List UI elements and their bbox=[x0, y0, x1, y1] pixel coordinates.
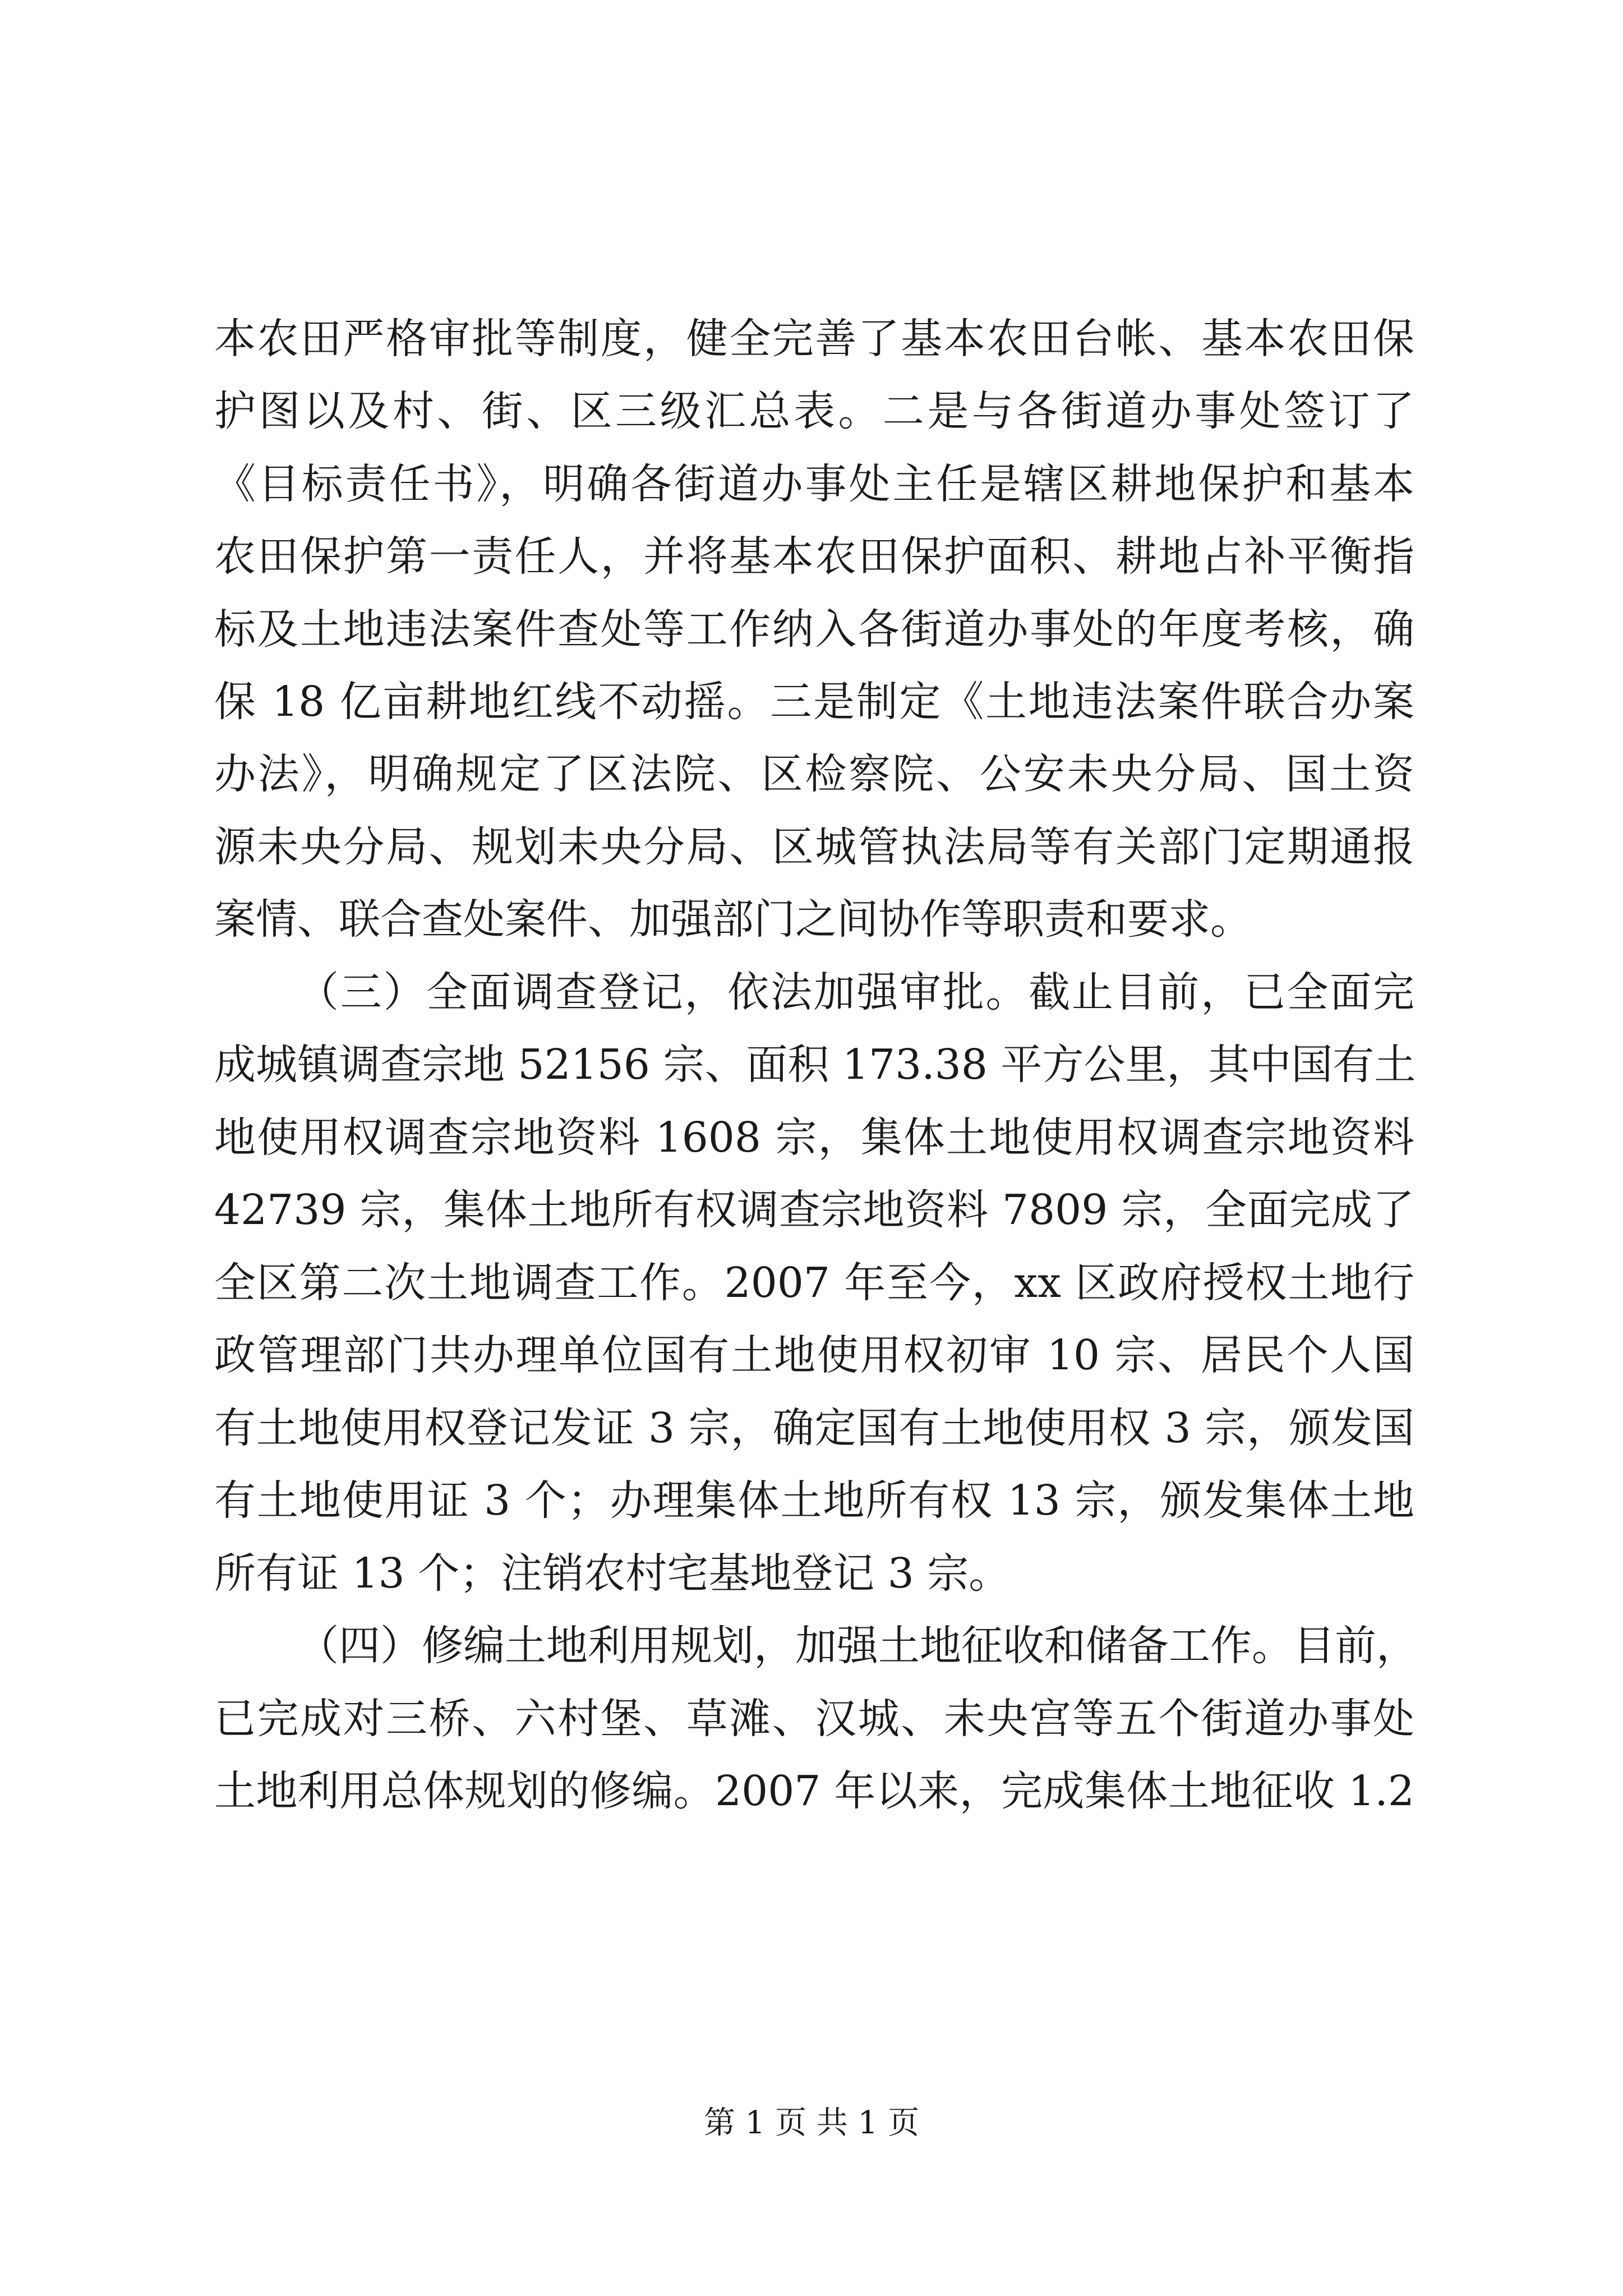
section-four-heading-line: （四）修编土地利用规划，加强土地征收和储备工作。目前， bbox=[297, 1622, 1418, 1670]
page-number-footer: 第 1 页 共 1 页 bbox=[703, 2105, 920, 2141]
body-line-14: 全区第二次土地调查工作。2007 年至今，xx 区政府授权土地行 bbox=[214, 1259, 1414, 1307]
body-line-9: 案情、联合查处案件、加强部门之间协作等职责和要求。 bbox=[214, 895, 1252, 944]
body-line-3: 《目标责任书》，明确各街道办事处主任是辖区耕地保护和基本 bbox=[214, 460, 1414, 508]
body-line-6: 保 18 亿亩耕地红线不动摇。三是制定《土地违法案件联合办案 bbox=[214, 678, 1414, 726]
body-line-17: 有土地使用证 3 个；办理集体土地所有权 13 宗，颁发集体土地 bbox=[214, 1476, 1414, 1525]
body-line-20: 已完成对三桥、六村堡、草滩、汉城、未央宫等五个街道办事处 bbox=[214, 1695, 1414, 1743]
body-line-13: 42739 宗，集体土地所有权调查宗地资料 7809 宗，全面完成了 bbox=[214, 1186, 1414, 1234]
section-three-heading-line: （三）全面调查登记，依法加强审批。截止目前，已全面完 bbox=[297, 968, 1414, 1016]
body-line-11: 成城镇调查宗地 52156 宗、面积 173.38 平方公里，其中国有土 bbox=[214, 1041, 1416, 1089]
body-line-7: 办法》，明确规定了区法院、区检察院、公安未央分局、国土资 bbox=[214, 750, 1414, 798]
body-line-1: 本农田严格审批等制度，健全完善了基本农田台帐、基本农田保 bbox=[214, 315, 1414, 363]
body-line-18: 所有证 13 个；注销农村宅基地登记 3 宗。 bbox=[214, 1549, 1011, 1598]
body-line-16: 有土地使用权登记发证 3 宗，确定国有土地使用权 3 宗，颁发国 bbox=[214, 1404, 1414, 1452]
body-line-2: 护图以及村、街、区三级汇总表。二是与各街道办事处签订了 bbox=[214, 387, 1414, 435]
body-line-15: 政管理部门共办理单位国有土地使用权初审 10 宗、居民个人国 bbox=[214, 1331, 1414, 1379]
body-line-8: 源未央分局、规划未央分局、区城管执法局等有关部门定期通报 bbox=[214, 823, 1414, 871]
body-line-21: 土地利用总体规划的修编。2007 年以来，完成集体土地征收 1.2 bbox=[214, 1767, 1414, 1815]
body-line-12: 地使用权调查宗地资料 1608 宗，集体土地使用权调查宗地资料 bbox=[214, 1114, 1414, 1162]
body-line-5: 标及土地违法案件查处等工作纳入各街道办事处的年度考核，确 bbox=[214, 605, 1414, 654]
body-line-4: 农田保护第一责任人，并将基本农田保护面积、耕地占补平衡指 bbox=[214, 532, 1414, 581]
